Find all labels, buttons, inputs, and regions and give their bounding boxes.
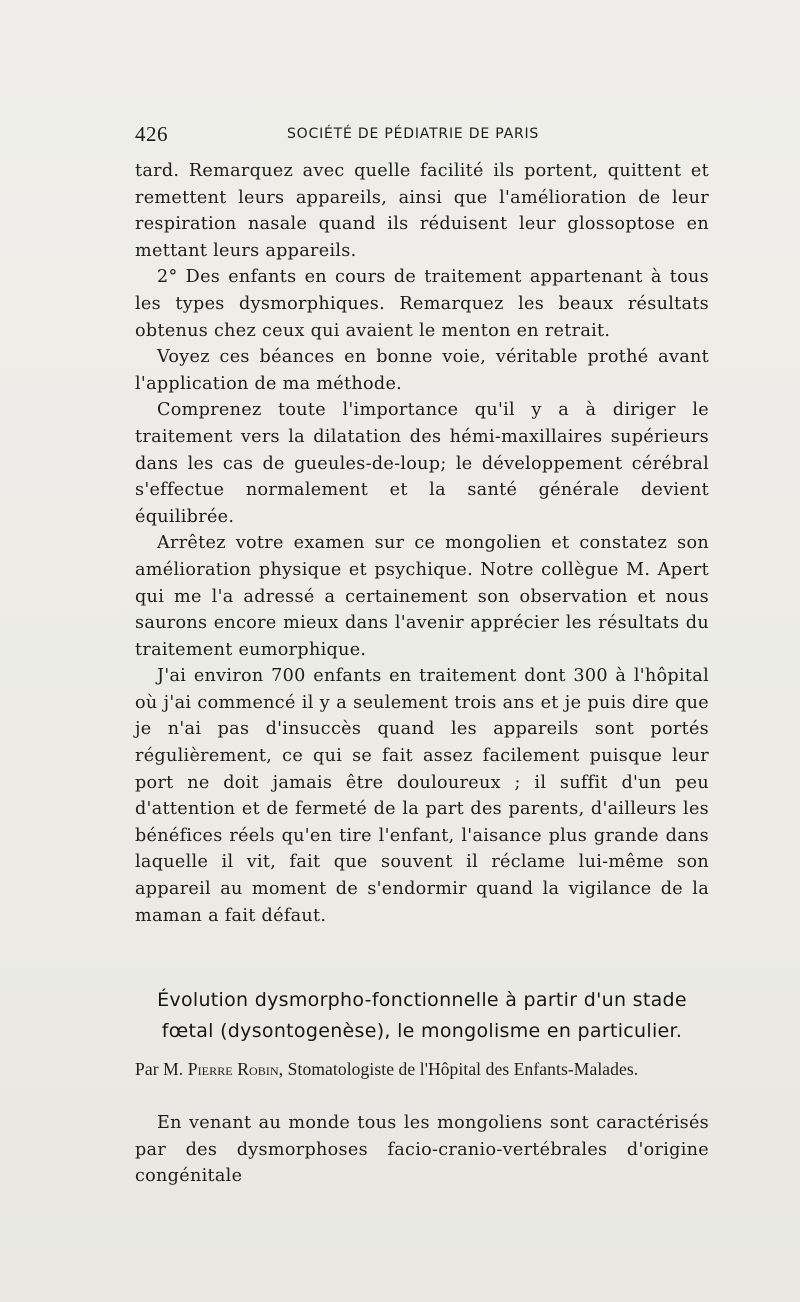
article-title: Évolution dysmorpho-fonctionnelle à partir d'un stade fœtal (dysontogenèse), le mongolisme en particulier.	[157, 989, 687, 1043]
journal-title: SOCIÉTÉ DE PÉDIATRIE DE PARIS	[287, 126, 540, 142]
text-column	[135, 118, 709, 1190]
article-opening-paragraph: En venant au monde tous les mongoliens sont caractérisés par des dysmorphoses facio-cranio-vertébrales d'origine congénitale	[135, 1113, 709, 1187]
author-name: Pierre Robin	[187, 1059, 279, 1080]
paragraph: tard. Remarquez avec quelle facilité ils portent, quittent et remettent leurs appareils, ainsi que l'amélioration de leur respiration nasale quand ils réduisent leur glossoptose en mettant leurs appareils.	[135, 161, 709, 261]
article-body	[135, 1110, 709, 1190]
byline-prefix: Par M.	[135, 1059, 184, 1080]
page-number: 426	[135, 122, 168, 146]
paragraph: J'ai environ 700 enfants en traitement dont 300 à l'hôpital où j'ai commencé il y a seulement trois ans et je puis dire que je n'ai pas d'insuccès quand les appareils sont portés régulièrement, ce qui se fait assez facilement puisque leur port ne doit jamais être douloureux ; il suffit d'un peu d'attention et de fermeté de la part des parents, d'ailleurs les bénéfices réels qu'en tire l'enfant, l'aisance plus grande dans laquelle il vit, fait que souvent il réclame lui-même son appareil au moment de s'endormir quand la vigilance de la maman a fait défaut.	[135, 666, 709, 926]
paragraph: Arrêtez votre examen sur ce mongolien et constatez son amélioration physique et psychique. Notre collègue M. Apert qui me l'a adressé a certainement son observation et nous saurons encore mieux dans l'avenir apprécier les résultats du traitement eumorphique.	[135, 533, 709, 660]
paragraph: Voyez ces béances en bonne voie, véritable prothé avant l'application de ma méthode.	[135, 347, 709, 394]
paragraph: 2° Des enfants en cours de traitement appartenant à tous les types dysmorphiques. Remarquez les beaux résultats obtenus chez ceux qui avaient le menton en retrait.	[135, 267, 709, 341]
paragraph: Comprenez toute l'importance qu'il y a à diriger le traitement vers la dilatation des hémi-maxillaires supérieurs dans les cas de gueules-de-loup; le développement cérébral s'effectue normalement et la santé générale devient équilibrée.	[135, 400, 709, 527]
continued-text	[135, 158, 709, 929]
byline	[135, 1059, 709, 1080]
author-affiliation: , Stomatologiste de l'Hôpital des Enfants-Malades.	[278, 1059, 639, 1080]
running-head	[135, 118, 709, 148]
